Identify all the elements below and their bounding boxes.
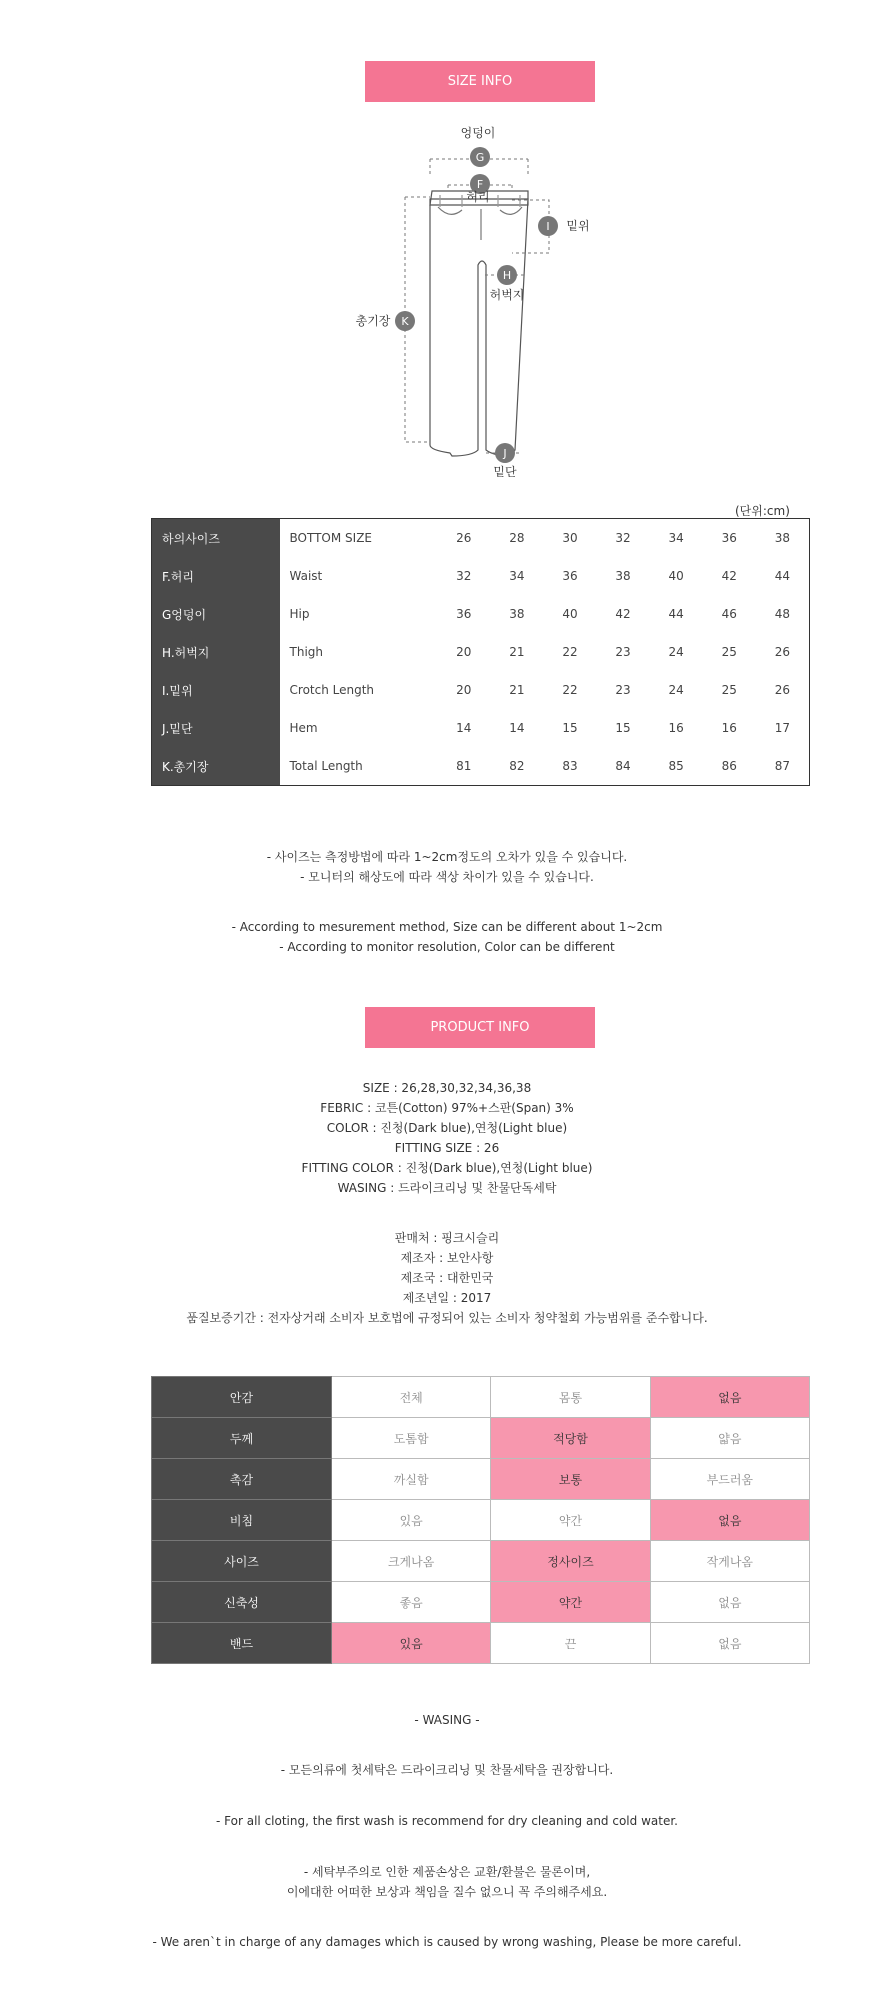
size-row xyxy=(152,595,810,633)
washing-ko-2b: 이에대한 어떠한 보상과 책임을 질수 없으니 꼭 주의해주세요. xyxy=(286,1885,608,1899)
size-cell: 25 xyxy=(721,645,737,659)
size-cell: 86 xyxy=(721,759,737,773)
feel-row xyxy=(152,1377,810,1418)
size-cell: 15 xyxy=(615,721,631,735)
seller-info-lines xyxy=(0,1228,894,1328)
feel-row-label: 안감 xyxy=(152,1377,332,1418)
feel-option-selected: 보통 xyxy=(491,1459,650,1500)
size-row-en-label: Hem xyxy=(289,721,318,735)
size-cell: 82 xyxy=(509,759,525,773)
feel-row-label: 두께 xyxy=(152,1418,332,1459)
product-line: COLOR : 진청(Dark blue),연청(Light blue) xyxy=(326,1121,568,1135)
waist-label: 허리 xyxy=(466,190,490,204)
feel-row xyxy=(152,1459,810,1500)
size-cell: 28 xyxy=(509,531,525,545)
size-cell: 32 xyxy=(456,569,472,583)
note-en-2: - According to monitor resolution, Color can be different xyxy=(279,940,615,954)
feel-row-label: 사이즈 xyxy=(152,1541,332,1582)
marker-i-letter: I xyxy=(546,220,550,233)
size-cell: 30 xyxy=(562,531,578,545)
size-row xyxy=(152,557,810,595)
feel-row-label: 비침 xyxy=(152,1500,332,1541)
note-ko-2: - 모니터의 해상도에 따라 색상 차이가 있을 수 있습니다. xyxy=(300,870,594,884)
product-line: FITTING COLOR : 진청(Dark blue),연청(Light blue) xyxy=(301,1161,593,1175)
size-cell: 21 xyxy=(509,645,525,659)
size-cell: 16 xyxy=(721,721,737,735)
thigh-label: 허벅지 xyxy=(489,288,525,302)
size-cell: 26 xyxy=(774,645,791,659)
washing-en-2: - We aren`t in charge of any damages which is caused by wrong washing, Please be more careful. xyxy=(152,1935,742,1949)
feel-option-selected: 없음 xyxy=(650,1500,809,1541)
size-row xyxy=(152,519,810,558)
size-cell: 14 xyxy=(509,721,525,735)
size-row-label: G엉덩이 xyxy=(152,595,280,633)
size-notes-en xyxy=(0,917,894,957)
pants-measurement-diagram xyxy=(300,125,600,485)
size-cell: 40 xyxy=(668,569,684,583)
size-row-label: J.밑단 xyxy=(152,709,280,747)
size-cell: 20 xyxy=(456,683,472,697)
marker-f-letter: F xyxy=(476,178,484,191)
marker-g-letter: G xyxy=(475,151,485,164)
size-cell: 36 xyxy=(456,607,472,621)
size-cell: 20 xyxy=(456,645,472,659)
size-row-label: H.허벅지 xyxy=(152,633,280,671)
feel-option-selected: 정사이즈 xyxy=(491,1541,650,1582)
size-info-banner xyxy=(365,61,595,102)
note-ko-1: - 사이즈는 측정방법에 따라 1~2cm정도의 오차가 있을 수 있습니다. xyxy=(266,850,628,864)
size-info-title: SIZE INFO xyxy=(447,74,513,89)
product-line: FITTING SIZE : 26 xyxy=(394,1141,500,1155)
size-cell: 26 xyxy=(774,683,791,697)
size-cell: 17 xyxy=(774,721,791,735)
size-cell: 42 xyxy=(615,607,631,621)
feel-option: 좋음 xyxy=(332,1582,491,1623)
feel-option: 약간 xyxy=(491,1500,650,1541)
feel-row xyxy=(152,1500,810,1541)
size-cell: 23 xyxy=(615,645,631,659)
hip-label: 엉덩이 xyxy=(460,126,496,140)
feel-option: 도톰함 xyxy=(332,1418,491,1459)
washing-ko-2a: - 세탁부주의로 인한 제품손상은 교환/환불은 물론이며, xyxy=(303,1865,591,1879)
size-row xyxy=(152,633,810,671)
product-line: FEBRIC : 코튼(Cotton) 97%+스판(Span) 3% xyxy=(320,1101,574,1115)
feel-option-selected: 약간 xyxy=(491,1582,650,1623)
size-cell: 15 xyxy=(562,721,578,735)
size-row-label: K.총기장 xyxy=(152,747,280,786)
feel-option: 얇음 xyxy=(650,1418,809,1459)
size-cell: 16 xyxy=(668,721,684,735)
size-row-en-label: Thigh xyxy=(289,645,324,659)
crotch-label: 밑위 xyxy=(566,219,590,233)
size-cell: 32 xyxy=(615,531,631,545)
feel-option: 크게나옴 xyxy=(332,1541,491,1582)
feel-row xyxy=(152,1541,810,1582)
feel-row-label: 촉감 xyxy=(152,1459,332,1500)
product-line: SIZE : 26,28,30,32,34,36,38 xyxy=(362,1081,532,1095)
seller-line: 판매처 : 핑크시슬리 xyxy=(394,1231,500,1245)
feel-option: 부드러움 xyxy=(650,1459,809,1500)
feel-option: 있음 xyxy=(332,1500,491,1541)
size-cell: 48 xyxy=(774,607,791,621)
product-line: WASING : 드라이크리닝 및 찬물단독세탁 xyxy=(337,1181,557,1195)
washing-ko-2 xyxy=(0,1862,894,1902)
size-cell: 42 xyxy=(721,569,737,583)
size-cell: 23 xyxy=(615,683,631,697)
product-info-lines xyxy=(0,1078,894,1198)
size-cell: 85 xyxy=(668,759,684,773)
unit-label: (단위:cm) xyxy=(735,504,790,518)
feel-option: 까실함 xyxy=(332,1459,491,1500)
size-row-label: 하의사이즈 xyxy=(152,519,280,558)
washing-ko-1: - 모든의류에 첫세탁은 드라이크리닝 및 찬물세탁을 권장합니다. xyxy=(280,1763,614,1777)
size-row-en-label: Crotch Length xyxy=(289,683,375,697)
product-info-title: PRODUCT INFO xyxy=(430,1020,530,1035)
size-cell: 44 xyxy=(774,569,791,583)
feel-option-selected: 없음 xyxy=(650,1377,809,1418)
size-cell: 40 xyxy=(562,607,578,621)
size-notes-ko xyxy=(0,847,894,887)
total-length-label: 총기장 xyxy=(355,314,391,328)
size-cell: 36 xyxy=(721,531,737,545)
size-cell: 36 xyxy=(562,569,578,583)
size-cell: 14 xyxy=(456,721,472,735)
feel-row-label: 밴드 xyxy=(152,1623,332,1664)
marker-j-letter: J xyxy=(503,447,507,460)
size-cell: 22 xyxy=(562,645,578,659)
size-row-label: I.밑위 xyxy=(152,671,280,709)
feel-row xyxy=(152,1418,810,1459)
feel-row xyxy=(152,1582,810,1623)
size-cell: 81 xyxy=(456,759,472,773)
feel-option: 없음 xyxy=(650,1582,809,1623)
size-cell: 84 xyxy=(615,759,631,773)
size-cell: 24 xyxy=(668,683,684,697)
product-info-banner xyxy=(365,1007,595,1048)
size-cell: 24 xyxy=(668,645,684,659)
washing-title: - WASING - xyxy=(414,1713,480,1727)
size-cell: 22 xyxy=(562,683,578,697)
size-row xyxy=(152,747,810,786)
feel-option-selected: 적당함 xyxy=(491,1418,650,1459)
seller-line: 품질보증기간 : 전자상거래 소비자 보호법에 규정되어 있는 소비자 청약철회 가능범위를 준수합니다. xyxy=(186,1311,708,1325)
washing-en-1: - For all cloting, the first wash is recommend for dry cleaning and cold water. xyxy=(216,1814,678,1828)
feel-option-selected: 있음 xyxy=(332,1623,491,1664)
size-cell: 34 xyxy=(668,531,684,545)
size-cell: 87 xyxy=(774,759,791,773)
size-cell: 34 xyxy=(509,569,525,583)
feel-option: 전체 xyxy=(332,1377,491,1418)
size-row-label: F.허리 xyxy=(152,557,280,595)
feel-row-label: 신축성 xyxy=(152,1582,332,1623)
size-cell: 25 xyxy=(721,683,737,697)
size-row xyxy=(152,671,810,709)
size-cell: 46 xyxy=(721,607,737,621)
size-cell: 21 xyxy=(509,683,525,697)
size-row-en-label: Waist xyxy=(289,569,323,583)
seller-line: 제조국 : 대한민국 xyxy=(400,1271,494,1285)
size-row-en-label: Hip xyxy=(289,607,310,621)
marker-k-letter: K xyxy=(401,315,409,328)
size-row xyxy=(152,709,810,747)
size-cell: 38 xyxy=(774,531,791,545)
seller-line: 제조자 : 보안사항 xyxy=(400,1251,494,1265)
seller-line: 제조년일 : 2017 xyxy=(402,1291,492,1305)
feel-option: 몸통 xyxy=(491,1377,650,1418)
size-table xyxy=(151,518,810,786)
size-cell: 38 xyxy=(509,607,525,621)
hem-label: 밑단 xyxy=(493,465,517,479)
size-row-en-label: BOTTOM SIZE xyxy=(289,531,373,545)
fabric-feel-table xyxy=(151,1376,810,1664)
size-cell: 83 xyxy=(562,759,578,773)
feel-option: 끈 xyxy=(491,1623,650,1664)
note-en-1: - According to mesurement method, Size can be different about 1~2cm xyxy=(231,920,663,934)
size-cell: 44 xyxy=(668,607,684,621)
size-row-en-label: Total Length xyxy=(289,759,363,773)
size-cell: 26 xyxy=(456,531,472,545)
marker-h-letter: H xyxy=(502,269,512,282)
feel-option: 없음 xyxy=(650,1623,809,1664)
size-cell: 38 xyxy=(615,569,631,583)
feel-row xyxy=(152,1623,810,1664)
feel-option: 작게나옴 xyxy=(650,1541,809,1582)
